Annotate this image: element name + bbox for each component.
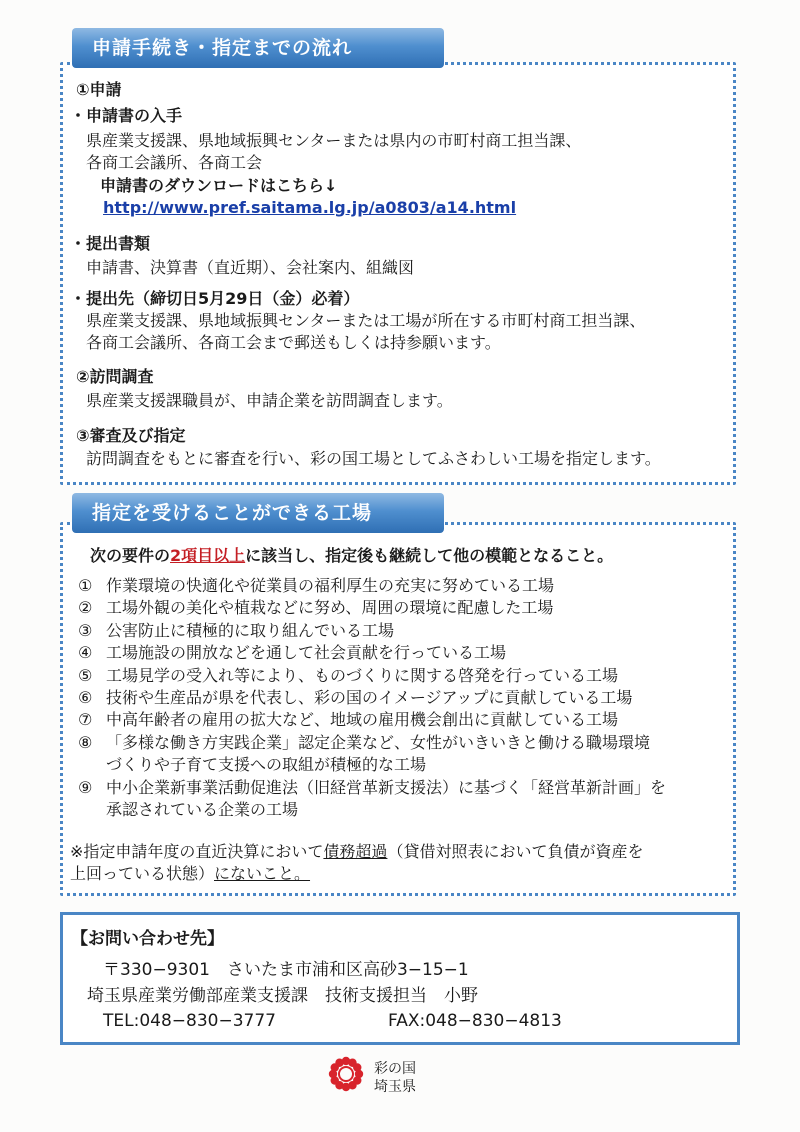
requirement-number: ① [78, 576, 93, 595]
saitama-logo-icon [326, 1054, 366, 1094]
note-line-2: 上回っている状態）にないこと。 [70, 864, 311, 883]
docs-heading: ・提出書類 [70, 234, 151, 253]
requirement-number: ② [78, 598, 93, 618]
requirement-number: ③ [78, 620, 93, 640]
step1-title: ①申請 [76, 80, 122, 99]
requirement-item [78, 666, 618, 686]
requirement-text: 技術や生産品が県を代表し、彩の国のイメージアップに貢献している工場 [106, 688, 633, 707]
requirement-text: 作業環境の快適化や従業員の福利厚生の充実に努めている工場 [106, 576, 555, 595]
contact-address: 〒330−9301 さいたま市浦和区高砂3−15−1 [103, 960, 469, 980]
requirement-number: ⑥ [78, 688, 93, 707]
download-link[interactable]: http://www.pref.saitama.lg.jp/a0803/a14.html [103, 198, 517, 217]
requirement-number: ⑦ [78, 710, 93, 730]
contact-tel: TEL:048−830−3777 [103, 1011, 276, 1031]
requirement-text: 工場施設の開放などを通して社会貢献を行っている工場 [106, 643, 507, 663]
requirement-text-continued: 承認されている企業の工場 [106, 800, 299, 819]
requirement-item [78, 710, 618, 730]
intro-emphasis: 2項目以上 [170, 546, 246, 565]
requirement-text: 工場外観の美化や植栽などに努め、周囲の環境に配慮した工場 [106, 598, 554, 618]
requirement-item [78, 598, 553, 618]
contact-department: 埼玉県産業労働部産業支援課 技術支援担当 小野 [87, 986, 478, 1006]
requirement-text: 「多様な働き方実践企業」認定企業など、女性がいきいきと働ける職場環境 [106, 732, 651, 752]
requirement-text: 公害防止に積極的に取り組んでいる工場 [106, 620, 395, 640]
requirement-number: ⑨ [78, 777, 93, 797]
note-line-1: ※指定申請年度の直近決算において債務超過（貸借対照表において負債が資産を [70, 842, 644, 861]
contact-fax: FAX:048−830−4813 [388, 1011, 562, 1031]
requirement-text: 工場見学の受入れ等により、ものづくりに関する啓発を行っている工場 [106, 665, 619, 685]
docs-line: 申請書、決算書（直近期）、会社案内、組織図 [86, 258, 415, 277]
step3-line: 訪問調査をもとに審査を行い、彩の国工場としてふさわしい工場を指定します。 [86, 449, 661, 468]
requirement-item [78, 621, 394, 641]
requirement-text-continued: づくりや子育て支援への取組が積極的な工場 [106, 755, 427, 775]
logo-center [339, 1067, 353, 1081]
download-text: 申請書のダウンロードはこちら↓ [100, 176, 338, 195]
obtain-line-1: 県産業支援課、県地域振興センターまたは県内の市町村商工担当課、 [86, 131, 582, 150]
eligible-factories-heading: 指定を受けることができる工場 [72, 493, 444, 533]
requirement-text: 中小企業新事業活動促進法（旧経営革新支援法）に基づく「経営革新計画」を [106, 777, 667, 797]
requirement-number: ⑧ [78, 732, 93, 752]
step3-title: ③審査及び指定 [76, 426, 186, 445]
requirement-item [78, 643, 506, 663]
obtain-heading: ・申請書の入手 [70, 106, 183, 125]
submit-line-1: 県産業支援課、県地域振興センターまたは工場が所在する市町村商工担当課、 [86, 311, 646, 330]
contact-heading: 【お問い合わせ先】 [71, 929, 224, 949]
requirement-number: ④ [78, 643, 93, 663]
step2-title: ②訪問調査 [76, 367, 154, 386]
logo-petal [353, 1063, 361, 1071]
logo-text-line-1: 彩の国 [374, 1061, 416, 1077]
contact-box [60, 912, 740, 1045]
application-flow-heading: 申請手続き・指定までの流れ [72, 28, 444, 68]
step2-line: 県産業支援課職員が、申請企業を訪問調査します。 [86, 391, 453, 410]
requirement-item [78, 688, 632, 708]
obtain-line-2: 各商工会議所、各商工会 [86, 153, 263, 172]
requirement-number: ⑤ [78, 665, 93, 685]
requirement-text: 中高年齢者の雇用の拡大など、地域の雇用機会創出に貢献している工場 [106, 710, 619, 730]
requirement-item [78, 576, 554, 596]
submit-line-2: 各商工会議所、各商工会まで郵送もしくは持参願います。 [86, 333, 501, 352]
submit-heading: ・提出先（締切日5月29日（金）必着） [70, 289, 360, 308]
logo-text-line-2: 埼玉県 [374, 1079, 416, 1095]
requirements-intro: 次の要件の2項目以上に該当し、指定後も継続して他の模範となること。 [90, 546, 614, 565]
requirement-item [78, 733, 650, 753]
note-emphasis: 債務超過 [323, 842, 388, 861]
requirement-item [78, 778, 666, 798]
